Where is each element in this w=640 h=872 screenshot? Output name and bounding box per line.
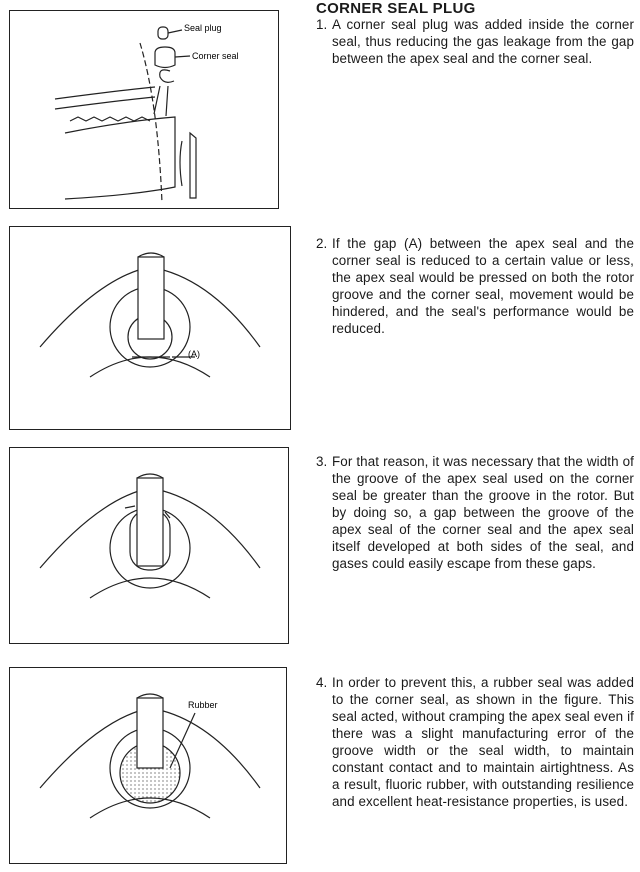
label-corner-seal: Corner seal: [192, 51, 239, 61]
paragraph-1: [316, 16, 634, 67]
label-gap-a: (A): [188, 349, 200, 359]
figure-2-gap-a: [9, 226, 291, 430]
paragraph-3: [316, 453, 634, 572]
paragraph-text: If the gap (A) between the apex seal and the corner seal is reduced to a certain value or less, the apex seal would be pressed on both the rotor groove and the corner seal, movement would be hindered, and the seal's performance would be reduced.: [332, 236, 634, 336]
paragraph-4: [316, 674, 634, 810]
paragraph-text: For that reason, it was necessary that the width of the groove of the apex seal used on the corner seal be greater than the groove in the rotor. But by doing so, a gap between the groove of the apex seal of the corner seal and the apex seal itself developed at both sides of the seal, and gases could easily escape from these gaps.: [332, 454, 634, 571]
figure-3-groove-gaps: [9, 447, 289, 644]
paragraph-2: [316, 235, 634, 337]
paragraph-number: 3.: [316, 454, 328, 469]
figure-1-exploded-corner-seal: [9, 10, 279, 209]
paragraph-text: In order to prevent this, a rubber seal was added to the corner seal, as shown in the figure. This seal acted, without cramping the apex seal even if there was a slight manufacturing error of the groove width or the seal width, to maintain constant contact and to maintain airtightness. As a result, fluoric rubber, with outstanding resilience and excellent heat-resistance properties, is used.: [332, 675, 634, 809]
paragraph-number: 4.: [316, 675, 328, 690]
label-rubber: Rubber: [188, 700, 218, 710]
figure-4-rubber-seal: [9, 667, 287, 864]
label-seal-plug: Seal plug: [184, 23, 222, 33]
section-title: CORNER SEAL PLUG: [316, 0, 476, 17]
paragraph-number: 2.: [316, 236, 328, 251]
paragraph-text: A corner seal plug was added inside the corner seal, thus reducing the gas leakage from the gap between the apex seal and the corner seal.: [332, 17, 634, 66]
paragraph-number: 1.: [316, 17, 328, 32]
